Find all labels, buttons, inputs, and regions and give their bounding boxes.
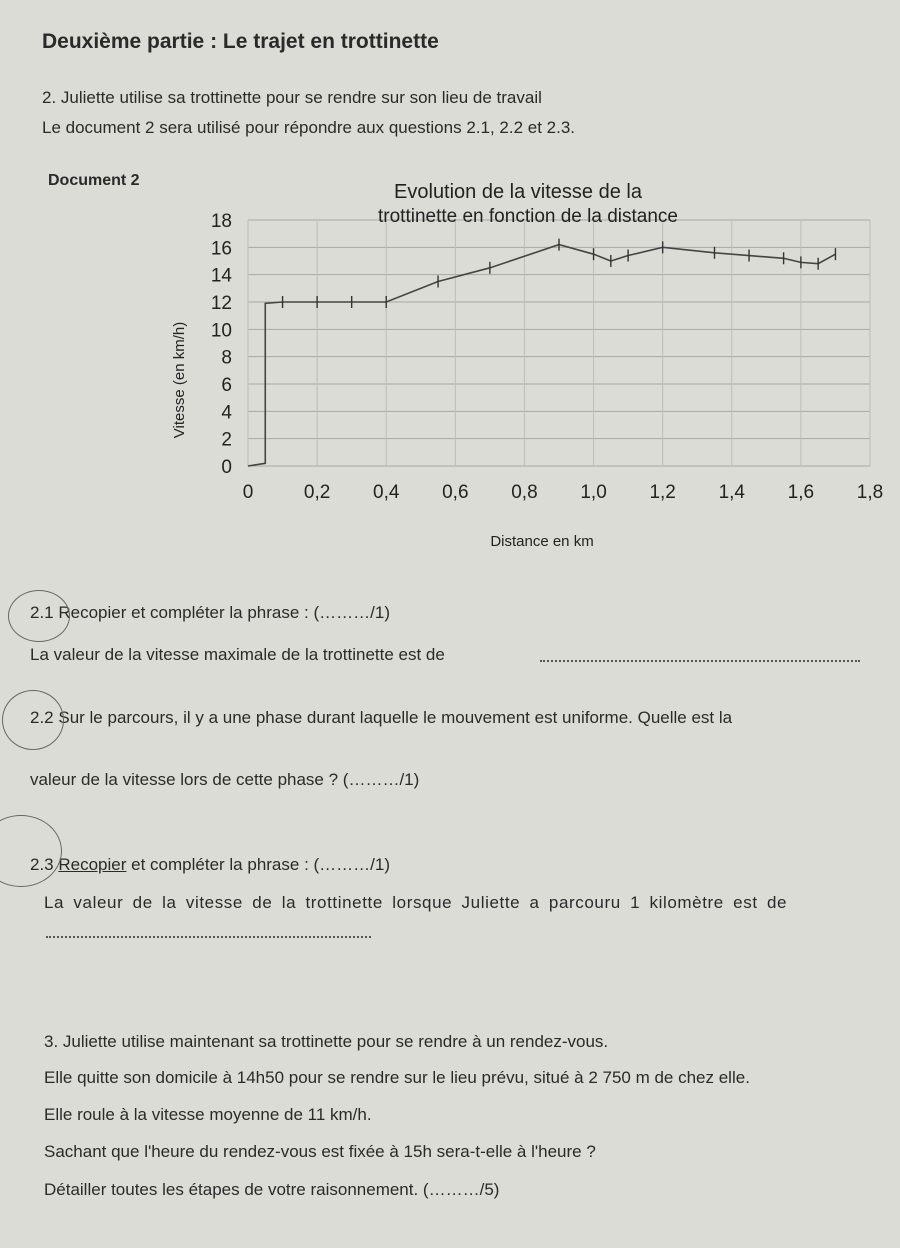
section-title: Deuxième partie : Le trajet en trottinette [42,30,439,53]
x-tick-label: 0,6 [442,482,469,503]
chart-title-line1: Evolution de la vitesse de la [394,181,642,203]
question-3-line3: Elle roule à la vitesse moyenne de 11 km/h. [44,1105,372,1124]
y-tick-label: 16 [210,238,232,260]
x-tick-label: 0,8 [511,482,538,503]
question-2-3-rest: et compléter la phrase : (………/1) [126,855,391,874]
y-tick-label: 10 [210,320,232,342]
question-2-intro: 2. Juliette utilise sa trottinette pour se rendre sur son lieu de travail [42,88,542,107]
y-tick-label: 6 [221,375,232,396]
question-2-3-sentence: La valeur de la vitesse de la trottinette lorsque Juliette a parcouru 1 kilomètre est de [44,893,788,912]
chart-title-line2: trottinette en fonction de la distance [378,206,678,227]
chart-grid [248,220,870,466]
x-tick-label: 1,4 [718,482,745,503]
x-tick-label: 1,8 [856,482,884,503]
x-tick-label: 0 [242,482,254,503]
question-2-2-line1: 2.2 Sur le parcours, il y a une phase durant laquelle le mouvement est uniforme. Quelle est la [30,708,733,727]
question-3-line4: Sachant que l'heure du rendez-vous est fixée à 15h sera-t-elle à l'heure ? [44,1142,596,1161]
pencil-circle-2-1 [8,590,70,642]
y-tick-label: 12 [210,293,232,314]
y-tick-label: 18 [210,211,232,232]
y-axis-label: Vitesse (en km/h) [171,321,188,439]
x-tick-labels [243,482,884,503]
y-tick-label: 4 [221,402,232,424]
y-tick-label: 8 [221,347,232,369]
speed-series [248,239,835,466]
y-tick-label: 2 [221,429,232,451]
y-tick-label: 14 [210,265,232,287]
x-tick-label: 0,4 [373,482,400,503]
document-label: Document 2 [48,172,140,189]
question-2-3-verb: Recopier [58,855,127,874]
x-tick-label: 1,2 [649,482,676,503]
question-3-line5: Détailler toutes les étapes de votre raisonnement. (………/5) [44,1180,500,1199]
question-2-3-number: 2.3 [30,855,54,874]
question-2-3-title [30,855,390,875]
question-3-line1: 3. Juliette utilise maintenant sa trottinette pour se rendre à un rendez-vous. [44,1032,609,1051]
y-tick-label: 0 [221,457,232,478]
question-2-doc-note: Le document 2 sera utilisé pour répondre aux questions 2.1, 2.2 et 2.3. [42,118,576,137]
x-tick-label: 1,0 [580,482,607,503]
answer-line-2-3 [46,922,371,938]
speed-distance-chart [150,170,890,570]
question-2-1-title: 2.1 Recopier et compléter la phrase : (………/1) [30,603,390,622]
x-tick-label: 1,6 [787,482,815,503]
x-tick-label: 0,2 [303,482,331,503]
y-tick-labels [211,211,233,478]
question-3-line2: Elle quitte son domicile à 14h50 pour se rendre sur le lieu prévu, situé à 2 750 m de chez elle. [44,1068,750,1087]
question-2-1-sentence: La valeur de la vitesse maximale de la trottinette est de [30,645,445,664]
x-axis-label: Distance en km [490,533,594,550]
pencil-circle-2-3 [0,815,62,887]
speed-line [248,245,835,466]
answer-line-2-1 [540,642,860,662]
pencil-circle-2-2 [2,690,64,750]
question-2-2-line2: valeur de la vitesse lors de cette phase ? (………/1) [30,770,420,789]
